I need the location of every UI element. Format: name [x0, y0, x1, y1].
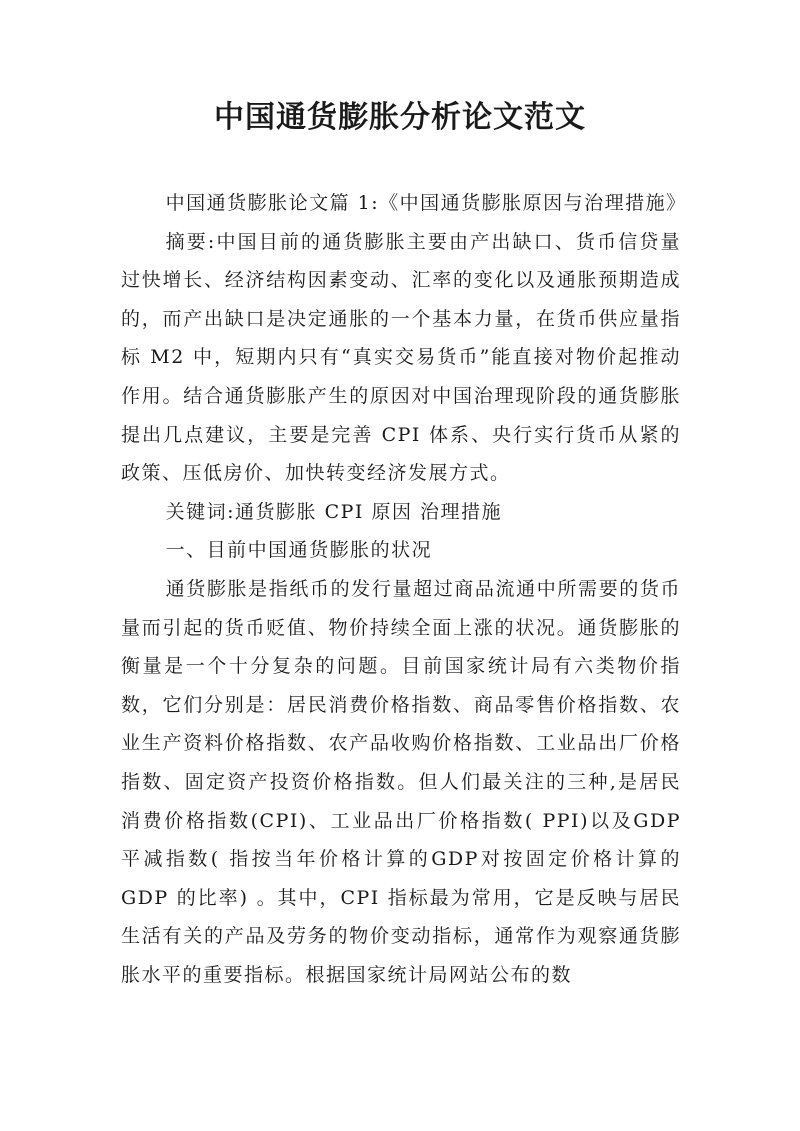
keywords-paragraph: 关键词:通货膨胀 CPI 原因 治理措施 [165, 500, 502, 523]
document-title: 中国通货膨胀分析论文范文 [214, 100, 586, 135]
article-heading-paragraph: 中国通货膨胀论文篇 1:《中国通货膨胀原因与治理措施》 [165, 192, 687, 214]
section-heading: 一、目前中国通货膨胀的状况 [165, 539, 433, 562]
abstract-paragraph: 摘要:中国目前的通货膨胀主要由产出缺口、货币信贷量过快增长、经济结构因素变动、汇率的变化以及通胀预期造成的，而产出缺口是决定通胀的一个基本力量，在货币供应量指标 M2 中，短期内只有“真实交易货币”能直接对物价起推动作用。结合通货膨胀产生的原因对中国治理现阶段的通货膨胀提出几点建议，主要是完善 CPI 体系、央行实行货币从紧的政策、压低房价、加快转变经济发展方式。 [121, 230, 681, 485]
document-body [121, 184, 687, 994]
body-paragraph: 通货膨胀是指纸币的发行量超过商品流通中所需要的货币量而引起的货币贬值、物价持续全面上涨的状况。通货膨胀的衡量是一个十分复杂的问题。目前国家统计局有六类物价指数，它们分别是：居民消费价格指数、商品零售价格指数、农业生产资料价格指数、农产品收购价格指数、工业品出厂价格指数、固定资产投资价格指数。但人们最关注的三种,是居民消费价格指数(CPI)、工业品出厂价格指数( PPI)以及GDP 平减指数( 指按当年价格计算的GDP对按固定价格计算的GDP 的比率) 。其中，CPI 指标最为常用，它是反映与居民生活有关的产品及劳务的物价变动指标，通常作为观察通货膨胀水平的重要指标。根据国家统计局网站公布的数 [121, 577, 681, 986]
